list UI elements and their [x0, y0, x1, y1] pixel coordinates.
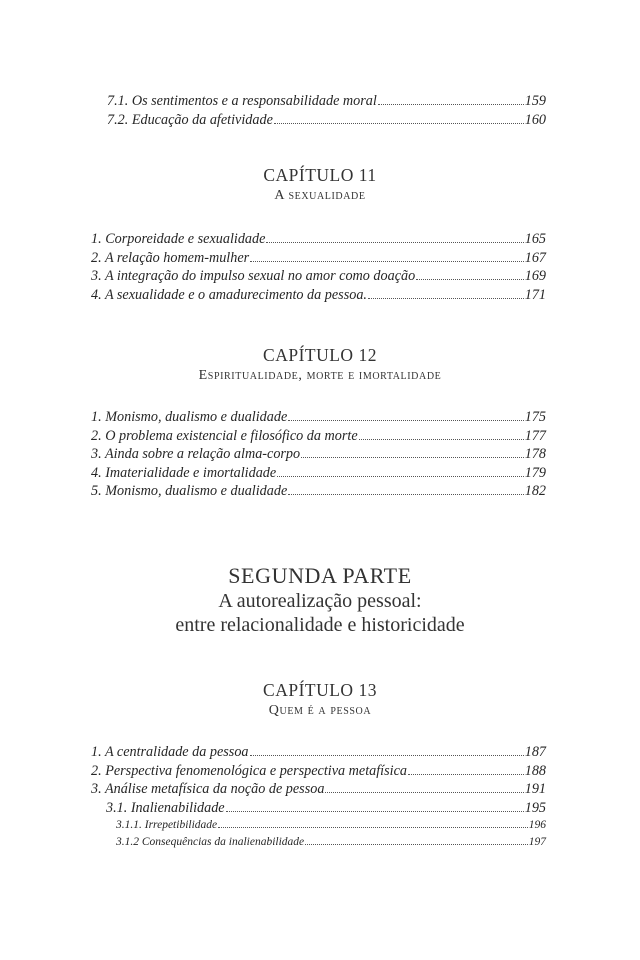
entry-title: Consequências da inalienabilidade	[141, 835, 305, 848]
chapter-13-heading	[0, 679, 640, 721]
entry-number: 3.	[91, 446, 102, 462]
dot-leader	[325, 783, 523, 793]
entry-title: A relação homem-mulher	[104, 249, 250, 266]
entry-number: 7.1.	[107, 93, 129, 109]
entry-page-number: 196	[528, 819, 546, 831]
entry-page-number: 182	[524, 483, 546, 499]
entry-title: A integração do impulso sexual no amor como doação	[104, 268, 416, 284]
toc-entry[interactable]	[91, 464, 546, 483]
entry-number: 3.	[91, 781, 102, 797]
entry-title: Educação da afetividade	[131, 111, 273, 128]
entry-number: 3.1.2	[116, 835, 139, 848]
entry-page-number: 179	[524, 464, 546, 481]
toc-entry[interactable]	[91, 267, 546, 286]
entry-number: 3.	[91, 268, 102, 284]
entry-number: 1.	[91, 231, 102, 247]
dot-leader	[359, 430, 524, 440]
toc-entry[interactable]	[91, 427, 546, 446]
toc-entry[interactable]	[91, 482, 546, 501]
dot-leader	[250, 252, 524, 262]
entry-title: Perspectiva fenomenológica e perspectiva metafísica	[105, 762, 407, 779]
entry-number: 5.	[91, 483, 102, 499]
toc-subentry[interactable]	[91, 799, 546, 818]
toc-entry[interactable]	[91, 230, 546, 249]
entry-page-number: 188	[524, 762, 546, 779]
toc-entry[interactable]	[91, 743, 546, 762]
dot-leader	[301, 448, 524, 458]
dot-leader	[226, 802, 524, 812]
chapter-title: A sexualidade	[274, 188, 366, 203]
toc-entry[interactable]	[91, 445, 546, 464]
chapter-label: CAPÍTULO 12	[263, 345, 377, 365]
entry-title: Corporeidade e sexualidade	[105, 231, 266, 247]
dot-leader	[368, 289, 524, 299]
entry-number: 4.	[91, 464, 102, 481]
entry-page-number: 171	[524, 286, 546, 303]
entry-title: A sexualidade e o amadurecimento da pessoa.	[104, 286, 367, 303]
entry-number: 1.	[91, 744, 102, 760]
chapter-11-entries	[91, 230, 546, 304]
entry-number: 3.1.	[106, 799, 128, 816]
entry-title: Monismo, dualismo e dualidade	[105, 409, 288, 425]
entry-number: 2.	[91, 427, 102, 444]
dot-leader	[277, 467, 524, 477]
part-label: SEGUNDA PARTE	[228, 563, 412, 588]
part-heading	[0, 563, 640, 637]
dot-leader	[408, 765, 524, 775]
entry-page-number: 169	[524, 268, 546, 284]
entry-page-number: 195	[524, 799, 546, 816]
entry-page-number: 177	[524, 427, 546, 444]
toc-entry[interactable]	[91, 762, 546, 781]
dot-leader	[378, 95, 524, 105]
chapter-title: Quem é a pessoa	[268, 703, 372, 718]
entry-title: Ainda sobre a relação alma-corpo	[104, 446, 301, 462]
entry-title: Irrepetibilidade	[144, 819, 218, 831]
toc-subsubentry[interactable]	[91, 817, 546, 834]
dot-leader	[416, 270, 524, 280]
chapter-label: CAPÍTULO 11	[263, 165, 377, 185]
toc-subsubentry[interactable]	[91, 834, 546, 851]
chapter-11-heading	[0, 164, 640, 206]
entry-page-number: 159	[524, 93, 546, 109]
dot-leader	[266, 233, 523, 243]
entry-page-number: 178	[524, 446, 546, 462]
entry-number: 4.	[91, 286, 102, 303]
toc-entry[interactable]	[91, 780, 546, 799]
part-subtitle-line-1: A autorealização pessoal:	[218, 590, 422, 612]
toc-entry[interactable]	[91, 249, 546, 268]
dot-leader	[288, 485, 523, 495]
entry-title: Imaterialidade e imortalidade	[105, 464, 277, 481]
chapter-12-entries	[91, 408, 546, 501]
entry-page-number: 187	[524, 744, 546, 760]
chapter-label: CAPÍTULO 13	[263, 680, 377, 700]
entry-number: 3.1.1.	[116, 819, 142, 831]
entry-title: A centralidade da pessoa	[104, 744, 249, 760]
entry-page-number: 160	[524, 111, 546, 128]
dot-leader	[250, 746, 524, 756]
entry-title: Monismo, dualismo e dualidade	[105, 483, 288, 499]
entry-page-number: 197	[528, 835, 546, 848]
entry-number: 2.	[91, 762, 102, 779]
dot-leader	[274, 114, 524, 124]
toc-entry[interactable]	[91, 286, 546, 305]
toc-entry[interactable]	[91, 111, 546, 130]
toc-entry[interactable]	[91, 92, 546, 111]
chapter-title: Espiritualidade, morte e imortalidade	[198, 368, 442, 383]
chapter-13-entries	[91, 743, 546, 850]
part-subtitle-line-2: entre relacionalidade e historicidade	[175, 614, 465, 636]
dot-leader	[288, 411, 523, 421]
dot-leader	[218, 818, 528, 828]
entry-number: 2.	[91, 249, 102, 266]
chapter-12-heading	[0, 344, 640, 386]
dot-leader	[305, 835, 528, 845]
entry-title: Inalienabilidade	[130, 799, 225, 816]
entry-number: 1.	[91, 409, 102, 425]
entry-number: 7.2.	[107, 111, 129, 128]
entry-title: Os sentimentos e a responsabilidade moral	[131, 93, 377, 109]
entry-page-number: 167	[524, 249, 546, 266]
toc-entry[interactable]	[91, 408, 546, 427]
entry-title: Análise metafísica da noção de pessoa	[104, 781, 325, 797]
entry-title: O problema existencial e filosófico da morte	[105, 427, 358, 444]
entry-page-number: 175	[524, 409, 546, 425]
entry-page-number: 165	[524, 231, 546, 247]
toc-continued-entries	[91, 92, 546, 129]
entry-page-number: 191	[524, 781, 546, 797]
